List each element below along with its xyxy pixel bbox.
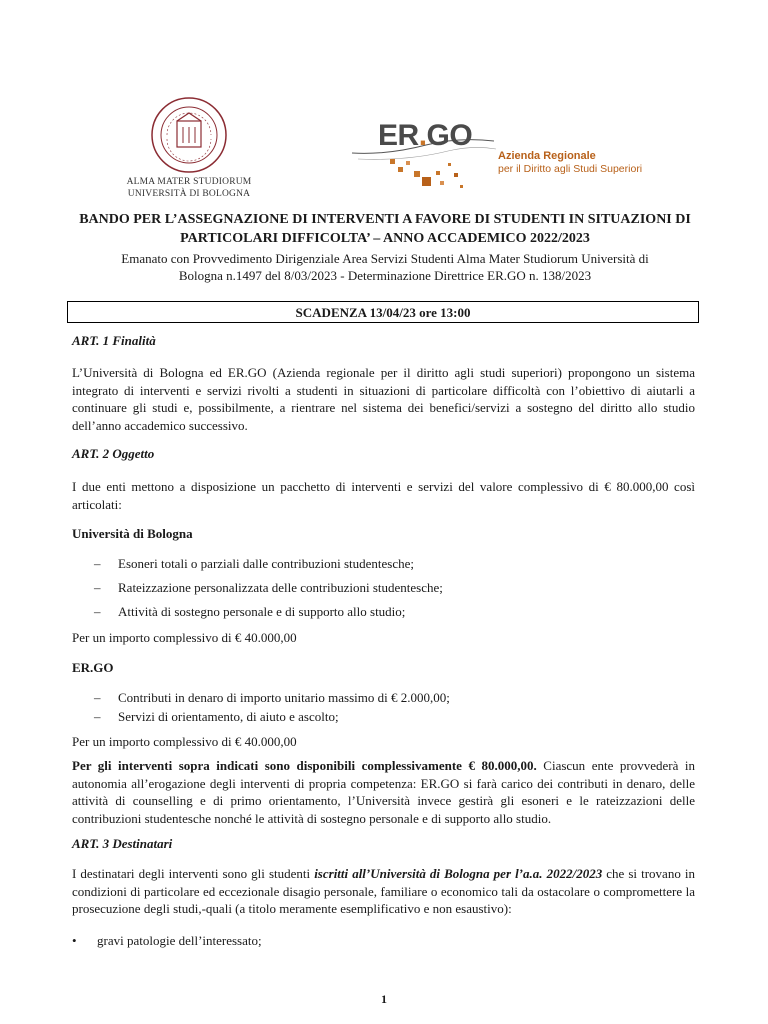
list-item-text: Contributi in denaro di importo unitario massimo di € 2.000,00; (118, 690, 450, 705)
art3-heading: ART. 3 Destinatari (72, 836, 173, 851)
art3-text (72, 865, 695, 918)
ergo-section-heading: ER.GO (72, 660, 114, 675)
ergo-name-b: GO (426, 119, 473, 152)
unibo-total: Per un importo complessivo di € 40.000,00 (72, 630, 297, 645)
art3-text-emphasis: iscritti all’Università di Bologna per l’a.a. 2022/2023 (314, 866, 603, 881)
list-item-text: Servizi di orientamento, di aiuto e ascolto; (118, 709, 339, 724)
list-item-text: Attività di sostegno personale e di supporto allo studio; (118, 604, 406, 619)
unibo-seal-icon (149, 95, 229, 175)
art3-text-b: che si trovano in condizioni di particolare ed eccezionale disagio personale, familiare o economico tali da ostacolare o compromettere la prosecuzione degli studi,-quali (a titolo meramente esemplificativo e non esaustivo): (72, 866, 695, 916)
art3-text-a: I destinatari degli interventi sono gli studenti (72, 866, 315, 881)
art2-summary (72, 757, 695, 827)
summary-rest: Ciascun ente provvederà in autonomia all’erogazione degli interventi di propria competenza: ER.GO si farà carico dei contributi in denaro, delle attività di counselling e di primo orientamento, l’Università invece gestirà gli esoneri e le rateizzazioni delle contribuzioni studentesche nonché le attività di sostegno personale e di supporto allo studio. (72, 758, 695, 826)
list-item-text: gravi patologie dell’interessato; (97, 933, 262, 948)
dash-marker: – (94, 709, 101, 724)
ergo-logo (348, 115, 648, 195)
subtitle-line-1: Emanato con Provvedimento Dirigenziale Area Servizi Studenti Alma Mater Studiorum Università di (121, 251, 649, 266)
document-subtitle (70, 250, 700, 284)
ergo-total: Per un importo complessivo di € 40.000,00 (72, 734, 297, 749)
dash-marker: – (94, 690, 101, 705)
bullet-marker: • (72, 933, 77, 948)
unibo-section-heading: Università di Bologna (72, 526, 193, 541)
unibo-line1: ALMA MATER STUDIORUM (126, 177, 252, 187)
ergo-tagline-2: per il Diritto agli Studi Superiori (498, 163, 643, 175)
art1-text: L’Università di Bologna ed ER.GO (Azienda regionale per il diritto agli studi superiori) propongono un sistema integrato di interventi e servizi rivolti a studenti in situazioni di particolare difficoltà con l’obiettivo di aiutarli a continuare gli studi e, possibilmente, a rientrare nel sistema dei benefici/servizi a sostegno del diritto allo studio dell’anno accademico successivo. (72, 365, 695, 433)
dash-marker: – (94, 604, 101, 619)
unibo-logo (120, 95, 258, 207)
ergo-name-dot: . (418, 119, 427, 152)
art1-heading: ART. 1 Finalità (72, 333, 156, 348)
dash-marker: – (94, 556, 101, 571)
document-title (70, 210, 700, 248)
subtitle-line-2: Bologna n.1497 del 8/03/2023 - Determinazione Direttrice ER.GO n. 138/2023 (178, 268, 592, 283)
list-item-text: Esoneri totali o parziali dalle contribuzioni studentesche; (118, 556, 415, 571)
ergo-name-a: ER (378, 119, 419, 152)
dash-marker: – (94, 580, 101, 595)
summary-bold: Per gli interventi sopra indicati sono disponibili complessivamente € 80.000,00. (72, 758, 537, 773)
page-number: 1 (381, 992, 387, 1006)
unibo-line2: UNIVERSITÀ DI BOLOGNA (127, 189, 251, 199)
art2-intro: I due enti mettono a disposizione un pacchetto di interventi e servizi del valore complessivo di € 80.000,00 così articolati: (72, 479, 695, 512)
title-line-2: PARTICOLARI DIFFICOLTA’ – ANNO ACCADEMICO 2022/2023 (180, 231, 590, 246)
title-line-1: BANDO PER L’ASSEGNAZIONE DI INTERVENTI A FAVORE DI STUDENTI IN SITUAZIONI DI (79, 212, 691, 227)
ergo-tagline-1: Azienda Regionale (498, 150, 596, 162)
art2-heading: ART. 2 Oggetto (72, 446, 155, 461)
deadline-box: SCADENZA 13/04/23 ore 13:00 (67, 301, 699, 323)
list-item-text: Rateizzazione personalizzata delle contribuzioni studentesche; (118, 580, 443, 595)
ergo-wordmark (378, 119, 472, 153)
